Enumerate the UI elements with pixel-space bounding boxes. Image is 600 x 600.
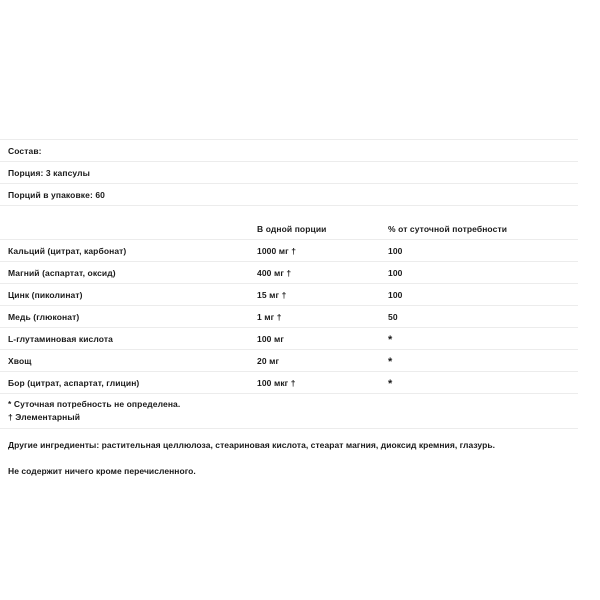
cell-nutrient-name: Магний (аспартат, оксид) (0, 262, 249, 284)
cell-nutrient-name: Кальций (цитрат, карбонат) (0, 240, 249, 262)
free-from-text: Не содержит ничего кроме перечисленного. (8, 466, 196, 476)
spacer (0, 206, 578, 218)
table-row (0, 306, 578, 328)
cell-daily-value: * (380, 374, 578, 396)
cell-amount-per-serving: 15 мг † (249, 284, 380, 306)
cell-nutrient-name: Цинк (пиколинат) (0, 284, 249, 306)
supplement-facts-panel (0, 139, 578, 476)
cell-nutrient-name: Бор (цитрат, аспартат, глицин) (0, 372, 249, 394)
footnote-dagger: † Элементарный (8, 412, 81, 422)
composition-label-row (0, 140, 578, 161)
table-body (0, 240, 578, 394)
cell-nutrient-name: Хвощ (0, 350, 249, 372)
column-header-per-serving: В одной порции (249, 218, 380, 240)
cell-daily-value: 50 (380, 306, 578, 328)
other-ingredients-text: Другие ингредиенты: растительная целлюлоза, стеариновая кислота, стеарат магния, диоксид кремния, глазурь. (8, 440, 496, 450)
cell-amount-per-serving: 1000 мг † (249, 240, 380, 262)
cell-daily-value: 100 (380, 284, 578, 306)
cell-amount-per-serving: 100 мг (249, 328, 380, 350)
table-row (0, 372, 578, 394)
cell-amount-per-serving: 20 мг (249, 350, 380, 372)
cell-nutrient-name: L-глутаминовая кислота (0, 328, 249, 350)
servings-per-container-row (0, 184, 578, 205)
cell-daily-value: * (380, 330, 578, 352)
cell-daily-value: 100 (380, 262, 578, 284)
footnote-star: * Суточная потребность не определена. (8, 399, 181, 409)
nutrition-facts-table (0, 218, 578, 394)
column-header-nutrient (0, 218, 249, 240)
serving-size-row (0, 162, 578, 183)
cell-nutrient-name: Медь (глюконат) (0, 306, 249, 328)
table-row (0, 328, 578, 350)
table-header (0, 218, 578, 240)
cell-daily-value: * (380, 352, 578, 374)
servings-per-container-text: Порций в упаковке: 60 (8, 189, 105, 200)
other-information-block (0, 429, 578, 476)
cell-amount-per-serving: 100 мкг † (249, 372, 380, 394)
cell-amount-per-serving: 400 мг † (249, 262, 380, 284)
column-header-daily-value: % от суточной потребности (380, 218, 578, 240)
cell-daily-value: 100 (380, 240, 578, 262)
table-row (0, 284, 578, 306)
footnotes-block (0, 394, 578, 429)
table-header-row (0, 218, 578, 240)
cell-amount-per-serving: 1 мг † (249, 306, 380, 328)
serving-size-text: Порция: 3 капсулы (8, 167, 91, 178)
table-row (0, 240, 578, 262)
composition-label: Состав: (8, 145, 42, 156)
table-row (0, 262, 578, 284)
table-row (0, 350, 578, 372)
